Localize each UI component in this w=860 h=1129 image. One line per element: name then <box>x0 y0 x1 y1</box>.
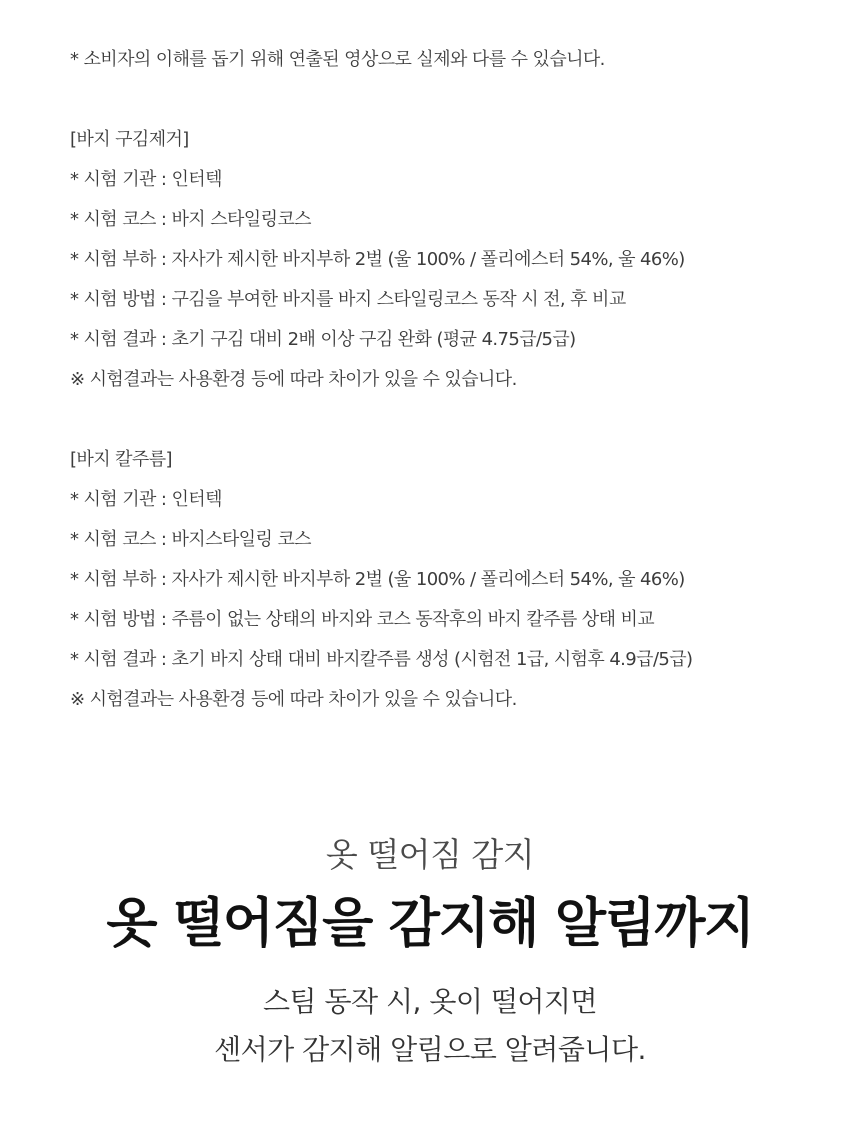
feature-description-line-2: 센서가 감지해 알림으로 알려줍니다. <box>214 1033 646 1066</box>
crease-test-result: * 시험 결과 : 초기 바지 상태 대비 바지칼주름 생성 (시험전 1급, 시험후 4.9급/5급) <box>70 649 693 670</box>
feature-description-line-1: 스팀 동작 시, 옷이 떨어지면 <box>262 985 598 1018</box>
wrinkle-test-heading: [바지 구김제거] <box>70 129 189 150</box>
wrinkle-test-result: * 시험 결과 : 초기 구김 대비 2배 이상 구김 완화 (평균 4.75급/5급) <box>70 329 576 350</box>
wrinkle-test-method: * 시험 방법 : 구김을 부여한 바지를 바지 스타일링코스 동작 시 전, 후 비교 <box>70 289 626 310</box>
test-notes-section <box>70 40 830 720</box>
crease-test-method: * 시험 방법 : 주름이 없는 상태의 바지와 코스 동작후의 바지 칼주름 상태 비교 <box>70 609 655 630</box>
crease-test-load: * 시험 부하 : 자사가 제시한 바지부하 2벌 (울 100% / 폴리에스터 54%, 울 46%) <box>70 569 685 590</box>
wrinkle-test-institution: * 시험 기관 : 인터텍 <box>70 169 222 190</box>
feature-headline: 옷 떨어짐을 감지해 알림까지 <box>106 893 754 954</box>
wrinkle-test-course: * 시험 코스 : 바지 스타일링코스 <box>70 209 311 230</box>
crease-test-course: * 시험 코스 : 바지스타일링 코스 <box>70 529 311 550</box>
crease-test-heading: [바지 칼주름] <box>70 449 172 470</box>
crease-test-institution: * 시험 기관 : 인터텍 <box>70 489 222 510</box>
crease-test-note: ※ 시험결과는 사용환경 등에 따라 차이가 있을 수 있습니다. <box>70 689 517 710</box>
wrinkle-test-note: ※ 시험결과는 사용환경 등에 따라 차이가 있을 수 있습니다. <box>70 369 517 390</box>
spacer <box>70 80 830 120</box>
wrinkle-test-load: * 시험 부하 : 자사가 제시한 바지부하 2벌 (울 100% / 폴리에스터 54%, 울 46%) <box>70 249 685 270</box>
feature-label: 옷 떨어짐 감지 <box>325 835 535 874</box>
spacer <box>70 400 830 440</box>
disclaimer-text: * 소비자의 이해를 돕기 위해 연출된 영상으로 실제와 다를 수 있습니다. <box>70 49 605 70</box>
feature-description <box>0 978 860 1074</box>
